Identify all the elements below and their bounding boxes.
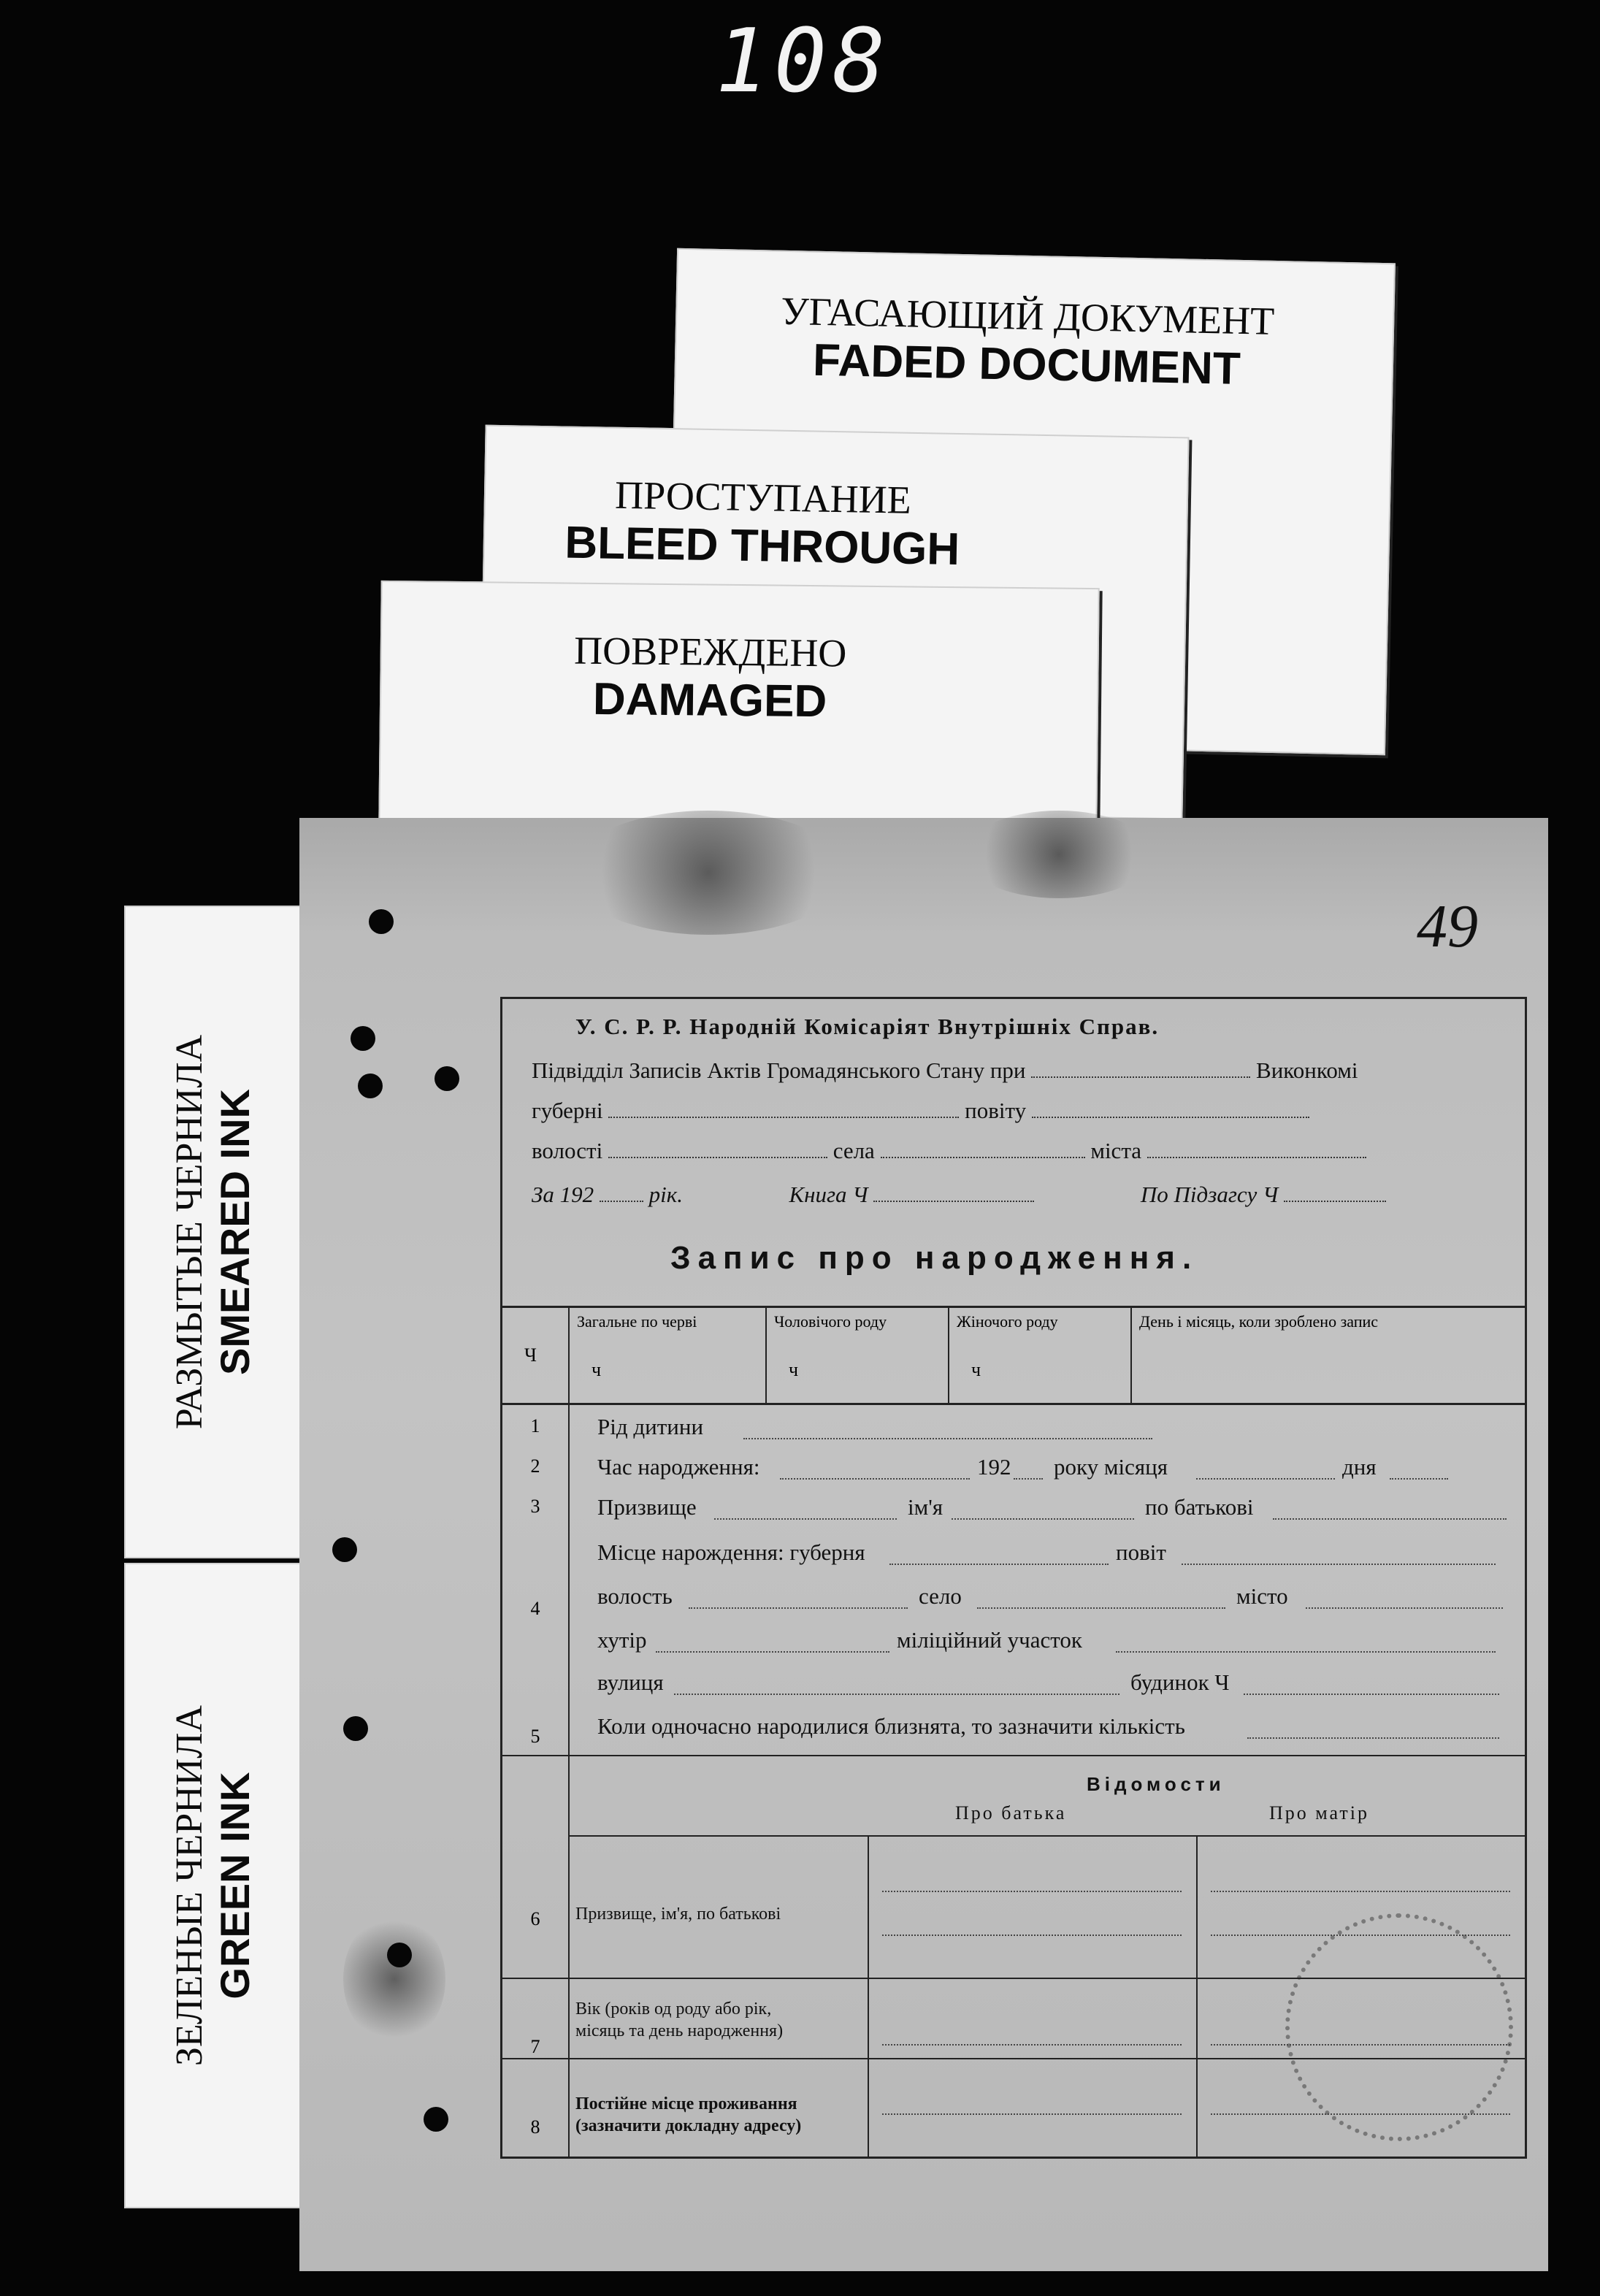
row-number: 8	[530, 2116, 540, 2138]
punch-hole	[332, 1537, 357, 1562]
age-label-line1: Вік (років од роду або рік,	[575, 2000, 772, 2018]
male-count-label: Чоловічого роду	[774, 1312, 887, 1331]
green-label-ru: ЗЕЛЕНЫЕ ЧЕРНИЛА	[169, 1704, 210, 2067]
punch-hole	[351, 1026, 375, 1051]
name-label: ім'я	[908, 1494, 943, 1520]
birthplace-village-field	[977, 1581, 1225, 1609]
county-label: повіту	[965, 1098, 1027, 1123]
birthplace-town-field	[1306, 1581, 1503, 1609]
birthplace-town-label: місто	[1236, 1583, 1288, 1609]
header-line-subsection	[532, 1057, 1358, 1084]
father-residence-field	[882, 2087, 1182, 2115]
birthplace-village-label: село	[919, 1583, 962, 1609]
row-number: 2	[530, 1455, 540, 1477]
total-count-cell	[568, 1308, 767, 1403]
row-number: 3	[530, 1496, 540, 1517]
row-number: 6	[530, 1908, 540, 1929]
year-field	[600, 1201, 643, 1202]
subsection-label: По Підзагсу Ч	[1140, 1182, 1279, 1207]
damaged-card	[378, 581, 1099, 832]
green-label-en: GREEN INK	[212, 1772, 258, 2000]
info-section-title: Відомости	[1087, 1773, 1225, 1795]
birth-month-label: року місяця	[1054, 1454, 1168, 1480]
child-kind-label: Рід дитини	[597, 1414, 704, 1439]
province-field	[608, 1117, 959, 1118]
record-date-label: День і місяць, коли зроблено запис	[1139, 1312, 1379, 1331]
birth-month-field	[1196, 1452, 1335, 1480]
row-number: 4	[530, 1598, 540, 1619]
damaged-label-ru: ПОВРЕЖДЕНО	[573, 628, 847, 676]
twins-label: Коли одночасно народилися близнята, то зазначити кількість	[597, 1713, 1185, 1739]
row-divider	[502, 2058, 1525, 2059]
residence-label-line1: Постійне місце проживання	[575, 2094, 797, 2113]
info-column-divider	[868, 1835, 869, 2157]
house-field	[1244, 1667, 1499, 1695]
counts-table	[502, 1306, 1525, 1405]
subsection-field	[1284, 1201, 1386, 1202]
total-count-label: Загальне по черві	[577, 1312, 697, 1331]
birthplace-county-label: повіт	[1116, 1539, 1166, 1565]
birthplace-label: Місце нарождення: губерня	[597, 1539, 865, 1565]
village-field	[881, 1157, 1085, 1158]
farm-label: хутір	[597, 1627, 647, 1653]
ink-smudge	[343, 1913, 445, 2045]
age-label-line2: місяць та день народження)	[575, 2021, 784, 2040]
punch-hole	[424, 2107, 448, 2132]
father-name-field-2	[882, 1908, 1182, 1936]
village-label: села	[832, 1138, 875, 1163]
male-count-cell	[765, 1308, 949, 1403]
father-age-field	[882, 2018, 1182, 2046]
year-prefix: За 192	[532, 1182, 594, 1207]
patronymic-field	[1273, 1492, 1507, 1520]
info-header-divider	[568, 1835, 1525, 1837]
ink-smudge	[964, 811, 1154, 898]
about-father-label: Про батька	[955, 1802, 1067, 1824]
house-label: будинок Ч	[1130, 1669, 1230, 1695]
province-label: губерні	[532, 1098, 603, 1123]
birthplace-county-field	[1182, 1537, 1496, 1565]
record-date-cell	[1130, 1308, 1526, 1403]
book-field	[873, 1201, 1034, 1202]
row-divider	[502, 1978, 1525, 1979]
father-name-field	[882, 1864, 1182, 1892]
punch-hole	[358, 1074, 383, 1098]
birth-day-field	[1390, 1452, 1448, 1480]
mother-residence-field	[1211, 2087, 1510, 2115]
faded-label-ru: УГАСАЮЩИЙ ДОКУМЕНТ	[780, 288, 1275, 343]
green-ink-card	[124, 1563, 302, 2208]
full-name-label: Призвище, ім'я, по батькові	[575, 1905, 781, 1924]
form-header-title: У. С. Р. Р. Народній Комісаріят Внутрішніх Справ.	[575, 1014, 1160, 1039]
volost-label: волості	[532, 1138, 603, 1163]
row-number: 7	[530, 2036, 540, 2057]
volost-field	[608, 1157, 827, 1158]
town-label: міста	[1090, 1138, 1142, 1163]
header-line-volost	[532, 1138, 1366, 1164]
counts-ch: Ч	[524, 1344, 537, 1366]
damaged-label-en: DAMAGED	[592, 673, 827, 727]
bleed-label-en: BLEED THROUGH	[564, 517, 960, 575]
surname-label: Призвище	[597, 1494, 697, 1520]
smeared-label-ru: РАЗМЫТЫЕ ЧЕРНИЛА	[169, 1034, 210, 1430]
county-field	[1032, 1117, 1309, 1118]
record-title: Запис про народження.	[670, 1240, 1199, 1276]
faded-label-en: FADED DOCUMENT	[812, 334, 1241, 394]
row-number: 5	[530, 1726, 540, 1747]
street-field	[674, 1667, 1119, 1695]
punch-hole	[387, 1943, 412, 1967]
punch-hole	[343, 1716, 368, 1741]
ink-smudge	[570, 811, 847, 935]
female-count-cell	[948, 1308, 1132, 1403]
birthplace-volost-field	[689, 1581, 908, 1609]
birth-time-field	[780, 1452, 970, 1480]
row-number: 1	[530, 1415, 540, 1436]
page-number: 49	[1417, 892, 1478, 960]
patronymic-label: по батькові	[1145, 1494, 1254, 1520]
militia-label: міліційний участок	[897, 1627, 1082, 1653]
birth-time-label: Час народження:	[597, 1454, 760, 1480]
header-line-year	[532, 1182, 1386, 1208]
male-count-ch: ч	[789, 1359, 799, 1380]
farm-field	[656, 1625, 889, 1653]
frame-number: 108	[715, 11, 892, 112]
section-divider	[502, 1755, 1525, 1756]
militia-field	[1116, 1625, 1496, 1653]
birthplace-province-field	[889, 1537, 1109, 1565]
birthplace-volost-label: волость	[597, 1583, 673, 1609]
about-mother-label: Про матір	[1269, 1802, 1370, 1824]
birth-day-label: дня	[1342, 1454, 1377, 1480]
birth-year-field	[1014, 1452, 1043, 1480]
twins-field	[1247, 1711, 1499, 1739]
punch-hole	[369, 909, 394, 934]
surname-field	[714, 1492, 897, 1520]
birth-record-form	[500, 997, 1527, 2159]
book-label: Книга Ч	[789, 1182, 868, 1207]
punch-hole	[435, 1066, 459, 1091]
child-kind-field	[743, 1412, 1152, 1439]
counts-ch-cell	[502, 1308, 568, 1403]
female-count-label: Жіночого роду	[957, 1312, 1058, 1331]
bleed-label-ru: ПРОСТУПАНИЕ	[614, 472, 912, 522]
info-column-divider	[1196, 1835, 1198, 2157]
committee-field	[1031, 1076, 1250, 1078]
mother-age-field	[1211, 2018, 1510, 2046]
birth-year-label: 192	[977, 1454, 1011, 1480]
year-suffix: рік.	[648, 1182, 683, 1207]
header-committee-label: Виконкомі	[1256, 1057, 1358, 1083]
header-line-province	[532, 1098, 1309, 1124]
header-subsection-label: Підвідділ Записів Актів Громадянського Стану при	[532, 1057, 1026, 1083]
smeared-ink-card	[124, 906, 302, 1558]
residence-label-line2: (зазначити докладну адресу)	[575, 2116, 802, 2135]
street-label: вулиця	[597, 1669, 664, 1695]
name-field	[952, 1492, 1134, 1520]
female-count-ch: ч	[971, 1359, 981, 1380]
mother-name-field	[1211, 1864, 1510, 1892]
mother-name-field-2	[1211, 1908, 1510, 1936]
smeared-label-en: SMEARED INK	[212, 1088, 258, 1376]
row-number-column	[502, 1401, 570, 2157]
total-count-ch: ч	[592, 1359, 602, 1380]
town-field	[1147, 1157, 1366, 1158]
